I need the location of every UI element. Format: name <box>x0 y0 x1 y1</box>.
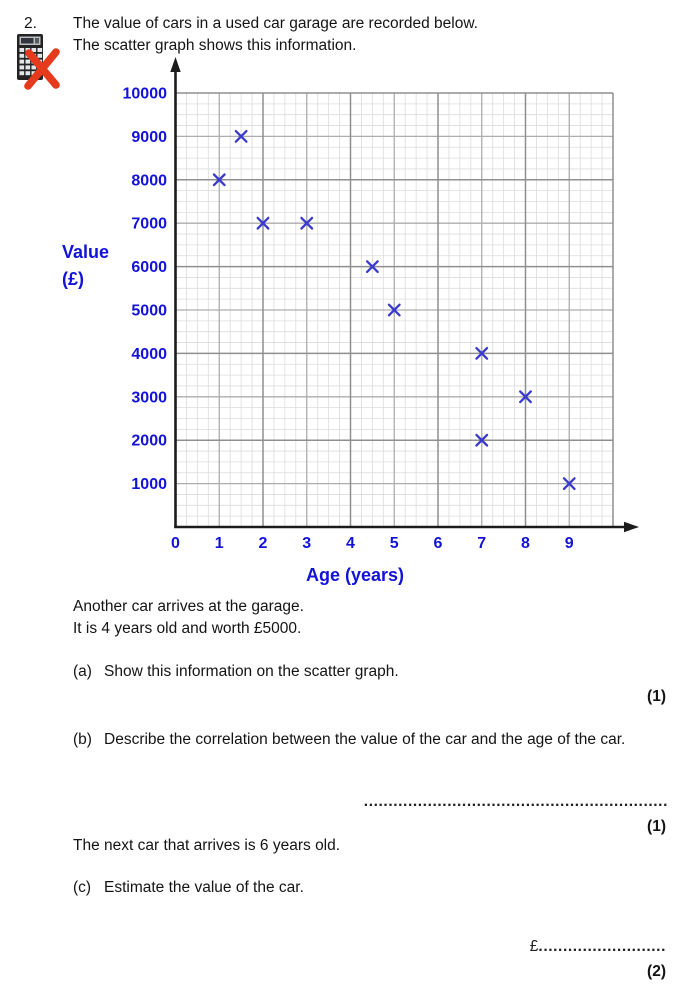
x-tick-label: 9 <box>564 535 574 552</box>
part-b-marks: (1) <box>647 818 666 835</box>
y-tick-label: 8000 <box>131 172 167 190</box>
part-b-answer-line: .............................................................. <box>363 793 668 810</box>
y-tick-label: 4000 <box>131 345 167 363</box>
y-tick-label: 7000 <box>131 215 167 233</box>
y-tick-labels <box>123 86 168 494</box>
x-axis-arrow-icon <box>624 522 639 532</box>
another-car-paragraph <box>73 596 304 639</box>
y-tick-label: 9000 <box>131 128 167 146</box>
x-tick-label: 2 <box>258 535 268 552</box>
y-tick-label: 2000 <box>131 432 167 450</box>
part-b-text: Describe the correlation between the value of the car and the age of the car. <box>104 731 626 748</box>
y-axis-title-line-2: (£) <box>62 269 84 289</box>
y-axis-arrow-icon <box>170 57 180 72</box>
part-c-label: (c) <box>73 879 92 896</box>
x-tick-label: 5 <box>389 535 399 552</box>
y-axis-title-line-1: Value <box>62 242 110 262</box>
part-c-answer-dots: .......................... <box>538 938 666 955</box>
y-tick-label: 5000 <box>131 302 167 320</box>
y-tick-label: 6000 <box>131 259 167 277</box>
another-car-line-2: It is 4 years old and worth £5000. <box>73 619 302 637</box>
y-tick-label: 3000 <box>131 389 167 407</box>
part-b <box>73 729 677 751</box>
part-c-answer-line <box>530 936 666 958</box>
intro-line-2: The scatter graph shows this information. <box>73 36 357 54</box>
part-c-marks: (2) <box>647 963 666 980</box>
y-tick-label: 10000 <box>122 85 167 103</box>
y-tick-label: 1000 <box>131 476 167 494</box>
intro-line-1: The value of cars in a used car garage are recorded below. <box>73 15 478 32</box>
question-number: 2. <box>24 15 37 32</box>
part-c-text: Estimate the value of the car. <box>104 879 304 896</box>
x-tick-label: 0 <box>171 535 180 552</box>
another-car-line-1: Another car arrives at the garage. <box>73 598 304 615</box>
y-axis-title <box>62 239 109 293</box>
x-axis-title: Age (years) <box>305 565 405 585</box>
x-tick-label: 6 <box>433 535 443 552</box>
part-a-text: Show this information on the scatter graph. <box>104 663 399 680</box>
x-tick-label: 4 <box>346 535 355 552</box>
part-a <box>73 661 633 683</box>
x-tick-label: 7 <box>477 535 487 552</box>
part-a-marks: (1) <box>647 688 666 705</box>
part-b-label: (b) <box>73 731 92 748</box>
next-car-text: The next car that arrives is 6 years old. <box>73 837 341 854</box>
x-tick-label: 1 <box>214 535 224 552</box>
x-tick-label: 3 <box>302 535 312 552</box>
x-tick-labels <box>171 535 574 552</box>
part-a-label: (a) <box>73 663 92 680</box>
x-tick-label: 8 <box>521 535 530 552</box>
currency-symbol: £ <box>529 938 539 955</box>
part-c <box>73 877 633 899</box>
